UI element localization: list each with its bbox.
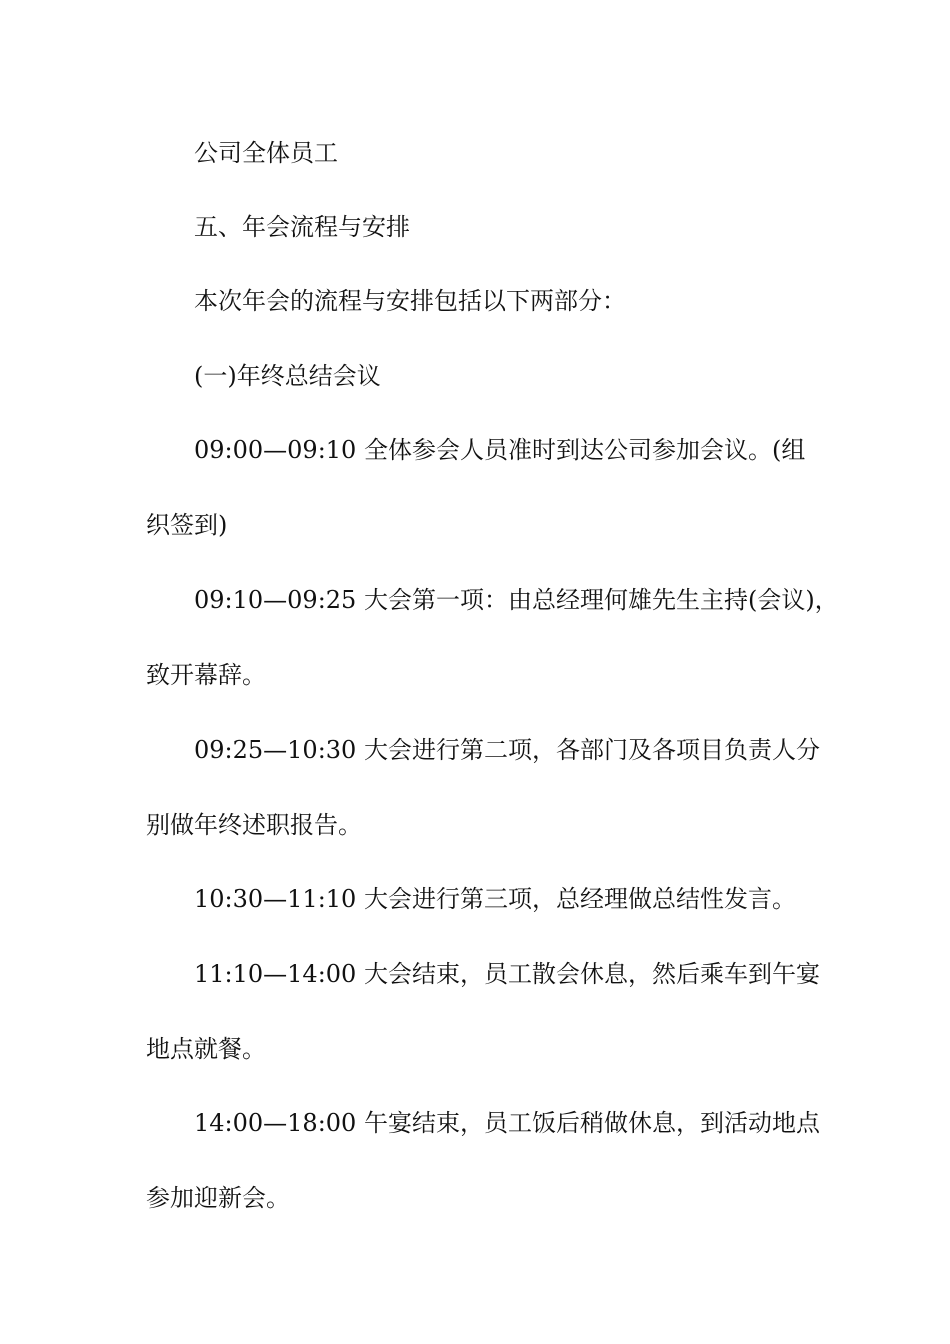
section-heading: 五、年会流程与安排 — [194, 213, 410, 241]
attendees-text: 公司全体员工 — [194, 139, 338, 167]
schedule-item-5: 11:10—14:00 大会结束，员工散会休息，然后乘车到午宴 — [194, 960, 820, 988]
schedule-item-6-continued: 参加迎新会。 — [146, 1184, 290, 1212]
section-intro: 本次年会的流程与安排包括以下两部分： — [194, 287, 626, 315]
schedule-item-2-continued: 致开幕辞。 — [146, 661, 266, 689]
schedule-item-3-continued: 别做年终述职报告。 — [146, 811, 362, 839]
schedule-item-1-continued: 织签到) — [146, 511, 228, 539]
schedule-item-3: 09:25—10:30 大会进行第二项，各部门及各项目负责人分 — [194, 736, 820, 764]
schedule-item-4: 10:30—11:10 大会进行第三项，总经理做总结性发言。 — [194, 885, 796, 913]
subsection-heading: (一)年终总结会议 — [194, 362, 381, 390]
schedule-item-6: 14:00—18:00 午宴结束，员工饭后稍做休息，到活动地点 — [194, 1109, 820, 1137]
schedule-item-5-continued: 地点就餐。 — [146, 1035, 266, 1063]
schedule-item-2: 09:10—09:25 大会第一项：由总经理何雄先生主持(会议)， — [194, 586, 839, 614]
schedule-item-1: 09:00—09:10 全体参会人员准时到达公司参加会议。(组 — [194, 436, 806, 464]
